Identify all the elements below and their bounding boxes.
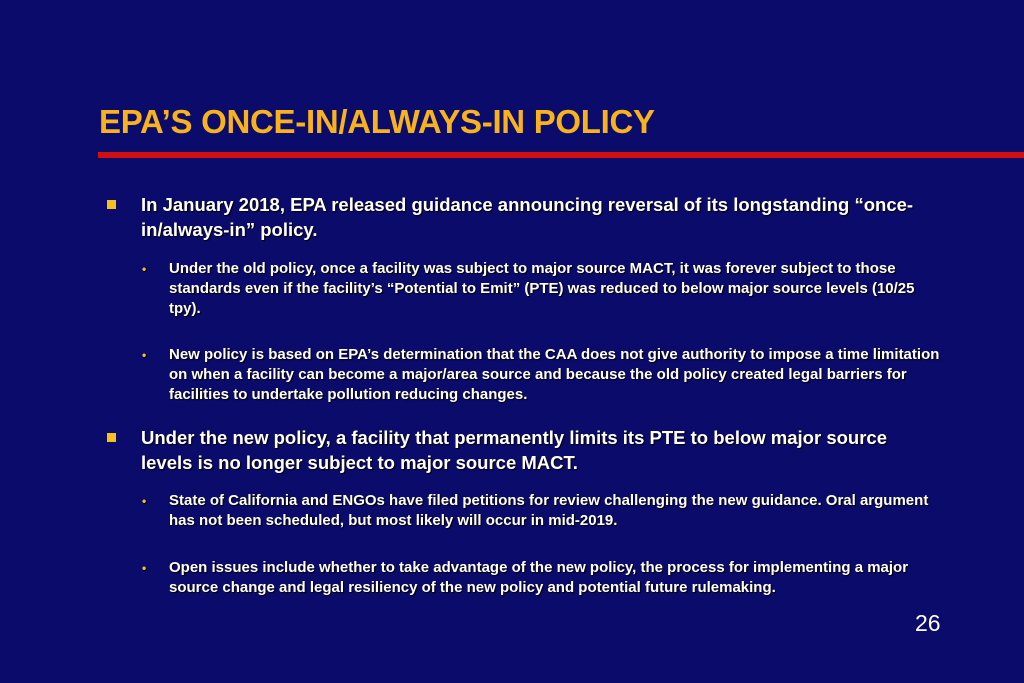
- bullet-text: Under the new policy, a facility that permanently limits its PTE to below major source levels is no longer subject to major source MACT.: [141, 427, 887, 473]
- bullet-1: [141, 192, 931, 242]
- bullet-text: In January 2018, EPA released guidance announcing reversal of its longstanding “once-in/always-in” policy.: [141, 194, 914, 240]
- dot-bullet-icon: •: [142, 494, 147, 508]
- dot-bullet-icon: •: [142, 348, 147, 362]
- page-number: 26: [915, 610, 941, 636]
- square-bullet-icon: [107, 433, 116, 442]
- dot-bullet-icon: •: [142, 262, 147, 276]
- slide-title: EPA’S ONCE-IN/ALWAYS-IN POLICY: [99, 103, 655, 140]
- bullet-2: [141, 425, 901, 475]
- sub-bullet-text: Under the old policy, once a facility was subject to major source MACT, it was forever subject to those standards even if the facility’s “Potential to Emit” (PTE) was reduced to below major source levels (10/25 tpy).: [169, 260, 915, 317]
- title-divider: [98, 152, 1024, 158]
- sub-bullet-text: New policy is based on EPA’s determination that the CAA does not give authority to impose a time limitation on when a facility can become a major/area source and because the old policy created legal barriers for facilities to undertake pollution reducing changes.: [169, 346, 940, 403]
- sub-bullet-text: Open issues include whether to take advantage of the new policy, the process for implementing a major source change and legal resiliency of the new policy and potential future rulemaking.: [169, 559, 909, 596]
- square-bullet-icon: [107, 200, 116, 209]
- sub-bullet-text: State of California and ENGOs have filed petitions for review challenging the new guidance. Oral argument has not been scheduled, but most likely will occur in mid-2019.: [169, 492, 929, 529]
- sub-bullet-2-2: [142, 558, 949, 598]
- dot-bullet-icon: •: [142, 561, 147, 575]
- sub-bullet-1-1: [142, 259, 949, 319]
- sub-bullet-2-1: [142, 491, 944, 531]
- sub-bullet-1-2: [142, 345, 954, 405]
